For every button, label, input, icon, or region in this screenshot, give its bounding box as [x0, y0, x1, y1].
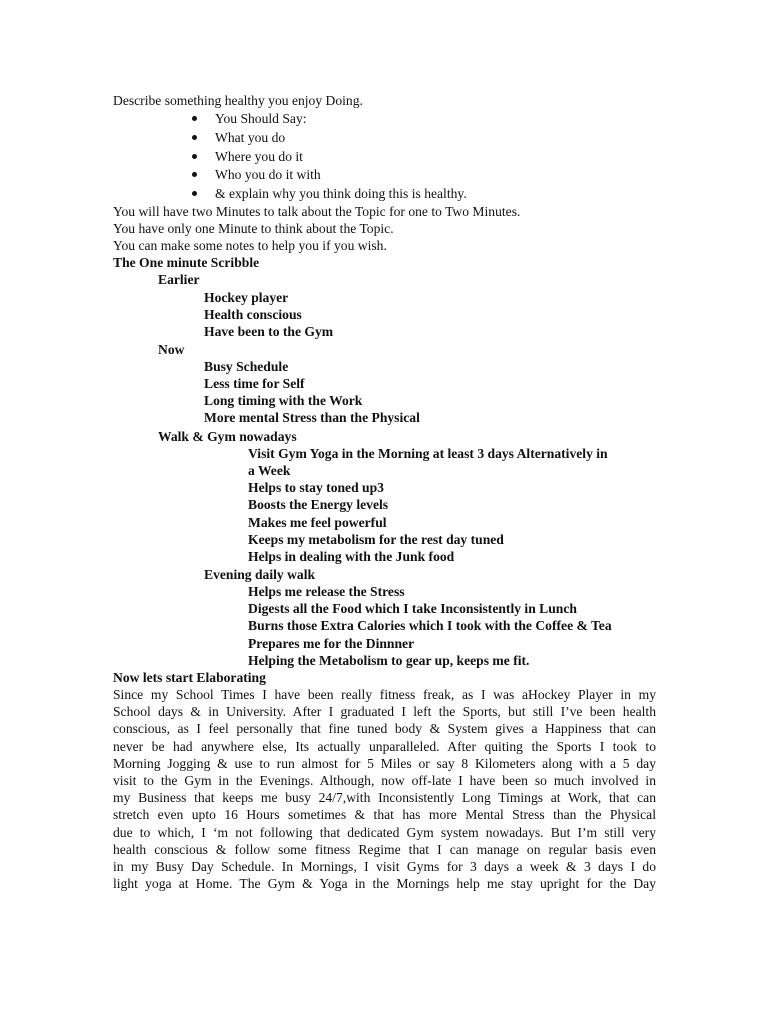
scribble-section-label: Walk & Gym nowadays [158, 429, 297, 444]
bullet-text: You Should Say: [215, 111, 307, 126]
scribble-item: Health conscious [204, 307, 302, 322]
bullet-icon [192, 135, 197, 140]
instruction-line: You have only one Minute to think about the Topic. [113, 221, 394, 236]
scribble-item: Hockey player [204, 290, 289, 305]
scribble-item: Prepares me for the Dinnner [248, 636, 415, 651]
question-title: Describe something healthy you enjoy Doing. [113, 93, 363, 108]
bullet-text: What you do [215, 130, 286, 145]
scribble-item: Long timing with the Work [204, 393, 363, 408]
paragraph-line: Since my School Times I have been really fitness freak, as I was aHockey Player in my [113, 687, 656, 702]
scribble-item: Less time for Self [204, 376, 305, 391]
bullet-icon [192, 172, 197, 177]
paragraph-line: due to which, I ‘m not following that dedicated Gym system nowadays. But I’m still very [113, 824, 656, 840]
bullet-icon [192, 154, 197, 159]
scribble-item: Have been to the Gym [204, 324, 334, 339]
scribble-item: More mental Stress than the Physical [204, 410, 420, 425]
elaboration-heading: Now lets start Elaborating [113, 670, 266, 685]
instruction-line: You will have two Minutes to talk about the Topic for one to Two Minutes. [113, 204, 521, 219]
scribble-item: Helps to stay toned up3 [248, 480, 384, 495]
paragraph-line: light yoga at Home. The Gym & Yoga in the Mornings help me stay upright for the Day [113, 876, 656, 892]
instruction-line: You can make some notes to help you if you wish. [113, 238, 387, 253]
paragraph-line: Morning Jogging & use to run almost for 5 Miles or say 8 Kilometers along with a 5 day [113, 755, 656, 771]
scribble-section-label: Earlier [158, 272, 200, 287]
scribble-item: Makes me feel powerful [248, 515, 387, 530]
scribble-item: Helps in dealing with the Junk food [248, 549, 455, 564]
scribble-section-label: Now [158, 342, 185, 357]
bullet-icon [192, 116, 197, 121]
scribble-item: Boosts the Energy levels [248, 497, 389, 512]
scribble-section-label: Evening daily walk [204, 567, 316, 582]
bullet-text: Who you do it with [215, 167, 321, 182]
elaboration-paragraph [113, 686, 656, 892]
paragraph-line: School days & in University. After I graduated I left the Sports, but still I’ve been health [113, 704, 656, 720]
bullet-text: & explain why you think doing this is healthy. [215, 186, 467, 201]
bullet-text: Where you do it [215, 149, 303, 164]
scribble-item: Visit Gym Yoga in the Morning at least 3 days Alternatively in [248, 446, 608, 461]
paragraph-line: conscious, as I feel personally that fine tuned body & System gives a Happiness that can [113, 721, 656, 737]
paragraph-line: in my Busy Day Schedule. In Mornings, I visit Gyms for 3 days a week & 3 days I do [113, 859, 656, 875]
paragraph-line: my Business that keeps me busy 24/7,with Inconsistently Long Timings at Work, that can [113, 790, 656, 806]
scribble-item: Helps me release the Stress [248, 584, 405, 599]
scribble-item: Busy Schedule [204, 359, 289, 374]
scribble-heading: The One minute Scribble [113, 255, 260, 270]
bullet-icon [192, 191, 197, 196]
scribble-item: Keeps my metabolism for the rest day tuned [248, 532, 504, 547]
paragraph-line: health conscious & follow some fitness Regime that I can manage on regular basis even [113, 841, 656, 857]
paragraph-line: stretch even upto 16 Hours sometimes & that has more Mental Stress than the Physical [113, 807, 656, 823]
scribble-item: Helping the Metabolism to gear up, keeps me fit. [248, 653, 530, 668]
scribble-item: a Week [248, 463, 291, 478]
scribble-item: Burns those Extra Calories which I took with the Coffee & Tea [248, 618, 612, 633]
paragraph-line: never be had anywhere else, Its actually unparalleled. After quiting the Sports I took to [113, 738, 656, 754]
scribble-item: Digests all the Food which I take Inconsistently in Lunch [248, 601, 577, 616]
paragraph-line: visit to the Gym in the Evenings. Although, now off-late I have been so much involved in [113, 773, 656, 789]
